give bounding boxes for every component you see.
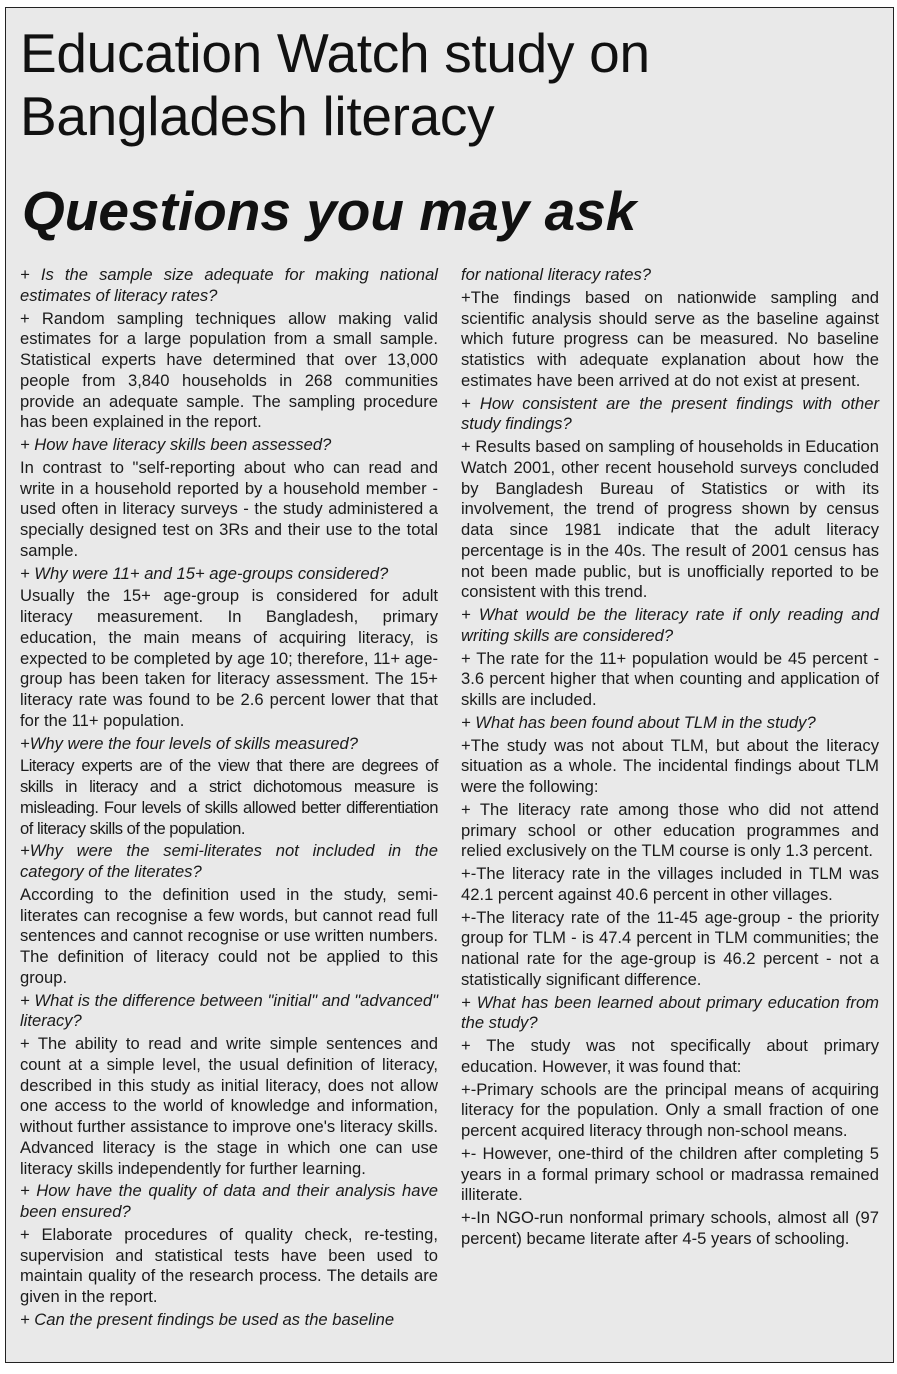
question: + How have literacy skills been assessed? [20,435,332,454]
answer: According to the definition used in the study, semi-literates can recognise a few words, but cannot read full sentences and cannot recognise or use written numbers. The definition of literacy could not be applied to this group. [20,884,438,987]
article-subtitle: Questions you may ask [22,180,637,242]
question: + What has been learned about primary education from the study? [461,992,879,1033]
answer: + The study was not specifically about primary education. However, it was found that: [461,1036,879,1076]
answer: In contrast to "self-reporting about who can read and write in a household reported by a household member - used often in literacy surveys - the study administered a specially designed test on 3Rs and their use to the total sample. [20,457,438,560]
answer: + Elaborate procedures of quality check, re-testing, supervision and statistical tests have been used to maintain quality of the research process. The details are given in the report. [20,1224,438,1306]
answer: +- However, one-third of the children after completing 5 years in a formal primary school or madrassa remained illiterate. [461,1143,879,1205]
question: + Can the present findings be used as the baseline [20,1309,395,1329]
answer: +-Primary schools are the principal means of acquiring literacy for the population. Only a small fraction of one percent acquired literacy through non-school means. [461,1079,879,1140]
answer: Usually the 15+ age-group is considered for adult literacy measurement. In Bangladesh, primary education, the main means of acquiring literacy, is expected to be completed by age 10; therefore, 11+ age-group has been taken for literacy assessment. The 15+ literacy rate was found to be 2.6 percent lower that that for the 11+ population. [20,586,438,730]
question: for national literacy rates? [461,265,652,284]
question: + How consistent are the present findings with other study findings? [461,393,879,434]
answer: +-In NGO-run nonformal primary schools, almost all (97 percent) became literate after 4-5 years of schooling. [461,1208,879,1248]
answer: + The literacy rate among those who did not attend primary school or other education programmes and relied exclusively on the TLM course is only 1.3 percent. [461,799,879,861]
article-title: Education Watch study on Bangladesh literacy [20,22,650,147]
answer: +-The literacy rate in the villages included in TLM was 42.1 percent against 40.6 percent in other villages. [461,864,879,904]
answer: + Results based on sampling of households in Education Watch 2001, other recent household surveys concluded by Bangladesh Bureau of Statistics or with its involvement, the trend of progress shown by census data since 1981 indicate that the adult literacy percentage is in the 40s. The result of 2001 census has not been made public, but is unofficially reported to be consistent with this trend. [461,437,879,602]
question: + What is the difference between "initial" and "advanced" literacy? [20,990,438,1031]
right-column [461,265,879,1252]
question: + What has been found about TLM in the study? [461,712,816,732]
question: + What would be the literacy rate if only reading and writing skills are considered? [461,605,879,645]
article-box [5,7,894,1363]
question: +Why were the four levels of skills measured? [20,733,359,753]
answer: +The findings based on nationwide sampling and scientific analysis should serve as the baseline against which future progress can be measured. No baseline statistics with adequate explanation about how the estimates have been arrived at do not exist at present. [461,287,879,390]
answer: + The ability to read and write simple sentences and count at a simple level, the usual definition of literacy, described in this study as initial literacy, does not allow one access to the world of knowledge and information, without further assistance to improve one's literacy skills. Advanced literacy is the stage in which one can use literacy skills independently for further learning. [20,1034,438,1178]
answer: + Random sampling techniques allow making valid estimates for a large population from a small sample. Statistical experts have determined that over 13,000 people from 3,840 households in 268 communities provide an adequate sample. The sampling procedure has been explained in the report. [20,308,438,432]
question: + Why were 11+ and 15+ age-groups considered? [20,563,389,583]
answer: Literacy experts are of the view that there are degrees of skills in literacy and a strict dichotomous measure is misleading. Four levels of skills allowed better differentiation of literacy skills of the population. [20,756,438,838]
answer: +-The literacy rate of the 11-45 age-group - the priority group for TLM - is 47.4 percent in TLM communities; the national rate for the age-group is 46.2 percent - not a statistically significant difference. [461,907,879,989]
question: + Is the sample size adequate for making national estimates of literacy rates? [20,265,438,305]
answer: + The rate for the 11+ population would be 45 percent - 3.6 percent higher that when counting and application of skills are included. [461,648,879,709]
answer: +The study was not about TLM, but about the literacy situation as a whole. The incidental findings about TLM were the following: [461,735,879,796]
left-column [20,265,438,1333]
question: + How have the quality of data and their analysis have been ensured? [20,1181,438,1221]
question: +Why were the semi-literates not included in the category of the literates? [20,841,438,881]
